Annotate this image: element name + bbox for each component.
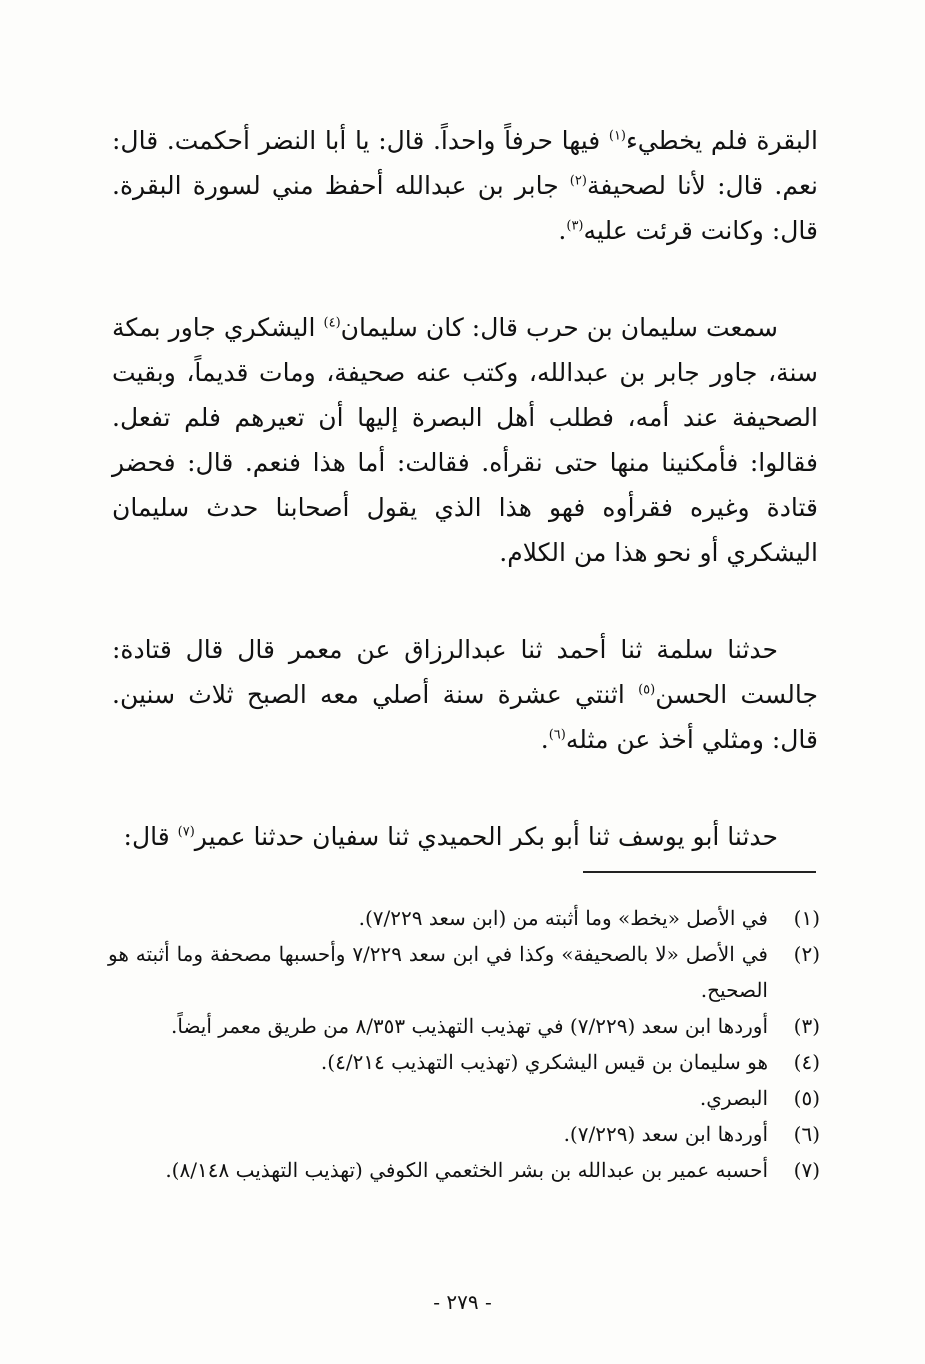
footnote-separator xyxy=(583,871,816,873)
text-run: سمعت سليمان بن حرب قال: كان سليمان xyxy=(340,313,778,342)
footnotes xyxy=(108,900,820,1188)
footnote-2 xyxy=(108,936,820,1008)
footnote-text: أحسبه عمير بن عبدالله بن بشر الخثعمي الكوفي (تهذيب التهذيب ٨/١٤٨). xyxy=(165,1158,768,1182)
text-run: حدثنا سلمة ثنا أحمد ثنا عبدالرزاق عن معمر قال قال قتادة: جالست الحسن xyxy=(112,635,818,709)
footnote-number: (٤) xyxy=(793,1050,820,1074)
footnote-marker: (٧) xyxy=(177,824,195,840)
paragraph-4 xyxy=(112,814,818,859)
text-run: . xyxy=(558,216,567,245)
footnote-number: (٦) xyxy=(793,1122,820,1146)
page-number: - ٢٧٩ - xyxy=(433,1290,492,1314)
footnote-7 xyxy=(108,1152,820,1188)
text-run: اليشكري جاور بمكة سنة، جاور جابر بن عبدالله، وكتب عنه صحيفة، ومات قديماً، وبقيت الصحيفة عند أمه، فطلب أهل البصرة إليها أن تعيرهم فلم تفعل. فقالوا: فأمكنينا منها حتى نقرأه. فقالت: أما هذا فنعم. قال: فحضر قتادة وغيره فقرأوه فهو هذا الذي يقول أصحابنا حدث سليمان اليشكري أو نحو هذا من الكلام. xyxy=(112,313,818,567)
footnote-text: هو سليمان بن قيس اليشكري (تهذيب التهذيب ٤/٢١٤). xyxy=(320,1050,768,1074)
text-run: حدثنا أبو يوسف ثنا أبو بكر الحميدي ثنا سفيان حدثنا عمير xyxy=(194,822,778,851)
footnote-number: (٥) xyxy=(793,1086,820,1110)
footnote-number: (٧) xyxy=(793,1158,820,1182)
footnote-text: أوردها ابن سعد (٧/٢٢٩). xyxy=(563,1122,768,1146)
footnote-marker: (١) xyxy=(608,128,626,144)
footnote-marker: (٤) xyxy=(323,315,341,331)
main-text xyxy=(112,118,818,859)
paragraph-2 xyxy=(112,305,818,575)
footnote-marker: (٣) xyxy=(566,218,584,234)
footnote-text: أوردها ابن سعد (٧/٢٢٩) في تهذيب التهذيب ٨/٣٥٣ من طريق معمر أيضاً. xyxy=(171,1014,768,1038)
footnote-3 xyxy=(108,1008,820,1044)
text-run: . xyxy=(540,725,549,754)
footnote-5 xyxy=(108,1080,820,1116)
footnote-text: في الأصل «يخط» وما أثبته من (ابن سعد ٧/٢٢٩). xyxy=(358,906,768,930)
footnote-number: (٢) xyxy=(793,942,820,966)
text-run: اثنتي عشرة سنة أصلي معه الصبح ثلاث سنين. قال: ومثلي أخذ عن مثله xyxy=(112,680,818,754)
footnote-text: البصري. xyxy=(699,1086,768,1110)
text-run: قال: xyxy=(123,822,178,851)
text-run: فيها حرفاً واحداً. قال: يا أبا النضر أحكمت. قال: نعم. قال: لأنا لصحيفة xyxy=(112,126,818,200)
paragraph-1 xyxy=(112,118,818,253)
footnote-6 xyxy=(108,1116,820,1152)
paragraph-3 xyxy=(112,627,818,762)
footnote-4 xyxy=(108,1044,820,1080)
footnote-marker: (٥) xyxy=(638,682,656,698)
footnote-text: في الأصل «لا بالصحيفة» وكذا في ابن سعد ٧/٢٢٩ وأحسبها مصحفة وما أثبته هو الصحيح. xyxy=(108,942,768,1002)
footnote-marker: (٦) xyxy=(548,727,566,743)
text-run: جابر بن عبدالله أحفظ مني لسورة البقرة. قال: وكانت قرئت عليه xyxy=(112,171,818,245)
text-run: البقرة فلم يخطيء xyxy=(626,126,818,155)
footnote-1 xyxy=(108,900,820,936)
footnote-marker: (٢) xyxy=(569,173,587,189)
footnote-number: (٣) xyxy=(793,1014,820,1038)
footnote-number: (١) xyxy=(793,906,820,930)
